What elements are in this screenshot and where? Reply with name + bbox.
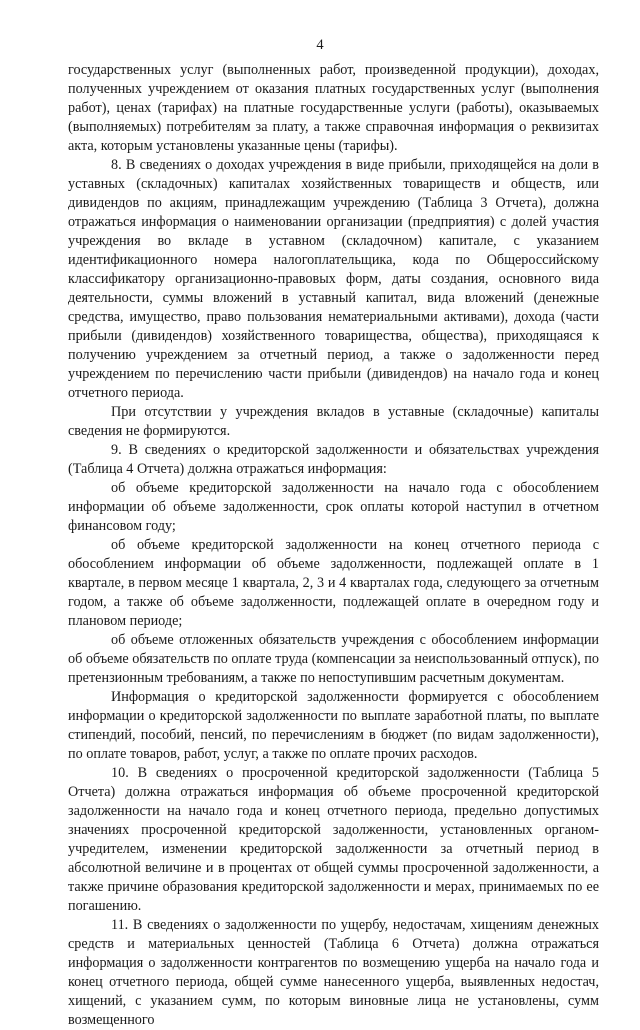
paragraph-item-10: 10. В сведениях о просроченной кредиторской задолженности (Таблица 5 Отчета) должна отражаться информация об объеме просроченной кредиторской задолженности на начало года и конец отчетного периода, предельно допустимых значениях просроченной кредиторской задолженности, установленных органом-учредителем, изменении кредиторской задолженности за отчетный период в абсолютной величине и в процентах от общей суммы просроченной задолженности, а также причине образования кредиторской задолженности и мерах, принимаемых по ее погашению. [68, 765, 599, 914]
paragraph-no-contributions: При отсутствии у учреждения вкладов в уставные (складочные) капиталы сведения не формируются. [68, 404, 599, 439]
paragraph-item-9-deferred: об объеме отложенных обязательств учреждения с обособлением информации об объеме обязательств по оплате труда (компенсации за неиспользованный отпуск), по претензионным требованиям, а также по непоступившим расчетным документам. [68, 632, 599, 686]
paragraph-continuation: государственных услуг (выполненных работ, произведенной продукции), доходах, полученных учреждением от оказания платных государственных услуг (выполнения работ), ценах (тарифах) на платные государственные услуги (работы), оказываемых (выполняемых) потребителям за плату, а также справочная информация о реквизитах акта, которым установлены указанные цены (тарифы). [68, 62, 599, 154]
paragraph-item-8: 8. В сведениях о доходах учреждения в виде прибыли, приходящейся на доли в уставных (складочных) капиталах хозяйственных товариществ и обществ, или дивидендов по акциям, принадлежащим учреждению (Таблица 3 Отчета), должна отражаться информация о наименовании организации (предприятия) с долей участия учреждения во вкладе в уставном (складочном) капитале, с указанием идентификационного номера налогоплательщика, кода по Общероссийскому классификатору организационно-правовых форм, даты создания, основного вида деятельности, суммы вложений в уставный капитал, вида вложений (денежные средства, имущество, право пользования нематериальными активами), дохода (части прибыли (дивидендов) хозяйственного товарищества, общества), приходящаяся к получению учреждением за отчетный период, а также о задолженности перед учреждением по перечислению части прибыли (дивидендов) на начало года и конец отчетного периода. [68, 157, 599, 401]
paragraph-payables-breakdown: Информация о кредиторской задолженности формируется с обособлением информации о кредиторской задолженности по выплате заработной платы, по выплате стипендий, пособий, пенсий, по перечислениям в бюджет (по видам задолженности), по оплате товаров, работ, услуг, а также по оплате прочих расходов. [68, 689, 599, 762]
paragraph-item-9: 9. В сведениях о кредиторской задолженности и обязательствах учреждения (Таблица 4 Отчета) должна отражаться информация: [68, 442, 599, 477]
page-number: 4 [316, 37, 324, 53]
paragraph-item-11: 11. В сведениях о задолженности по ущербу, недостачам, хищениям денежных средств и материальных ценностей (Таблица 6 Отчета) должна отражаться информация о задолженности контрагентов по возмещению ущерба на начало года и конец отчетного периода, общей сумме нанесенного ущерба, выявленных недостач, хищений, с указанием сумм, по которым виновные лица не установлены, сумм возмещенного [68, 917, 599, 1028]
paragraph-item-9-start-of-year: об объеме кредиторской задолженности на начало года с обособлением информации об объеме задолженности, срок оплаты которой наступил в отчетном финансовом году; [68, 480, 599, 534]
paragraph-item-9-end-of-period: об объеме кредиторской задолженности на конец отчетного периода с обособлением информации об объеме задолженности, подлежащей оплате в 1 квартале, в первом месяце 1 квартала, 2, 3 и 4 кварталах года, следующего за отчетным годом, а также об объеме задолженности, подлежащей оплате в очередном году и плановом периоде; [68, 537, 599, 629]
document-body [68, 61, 599, 1030]
